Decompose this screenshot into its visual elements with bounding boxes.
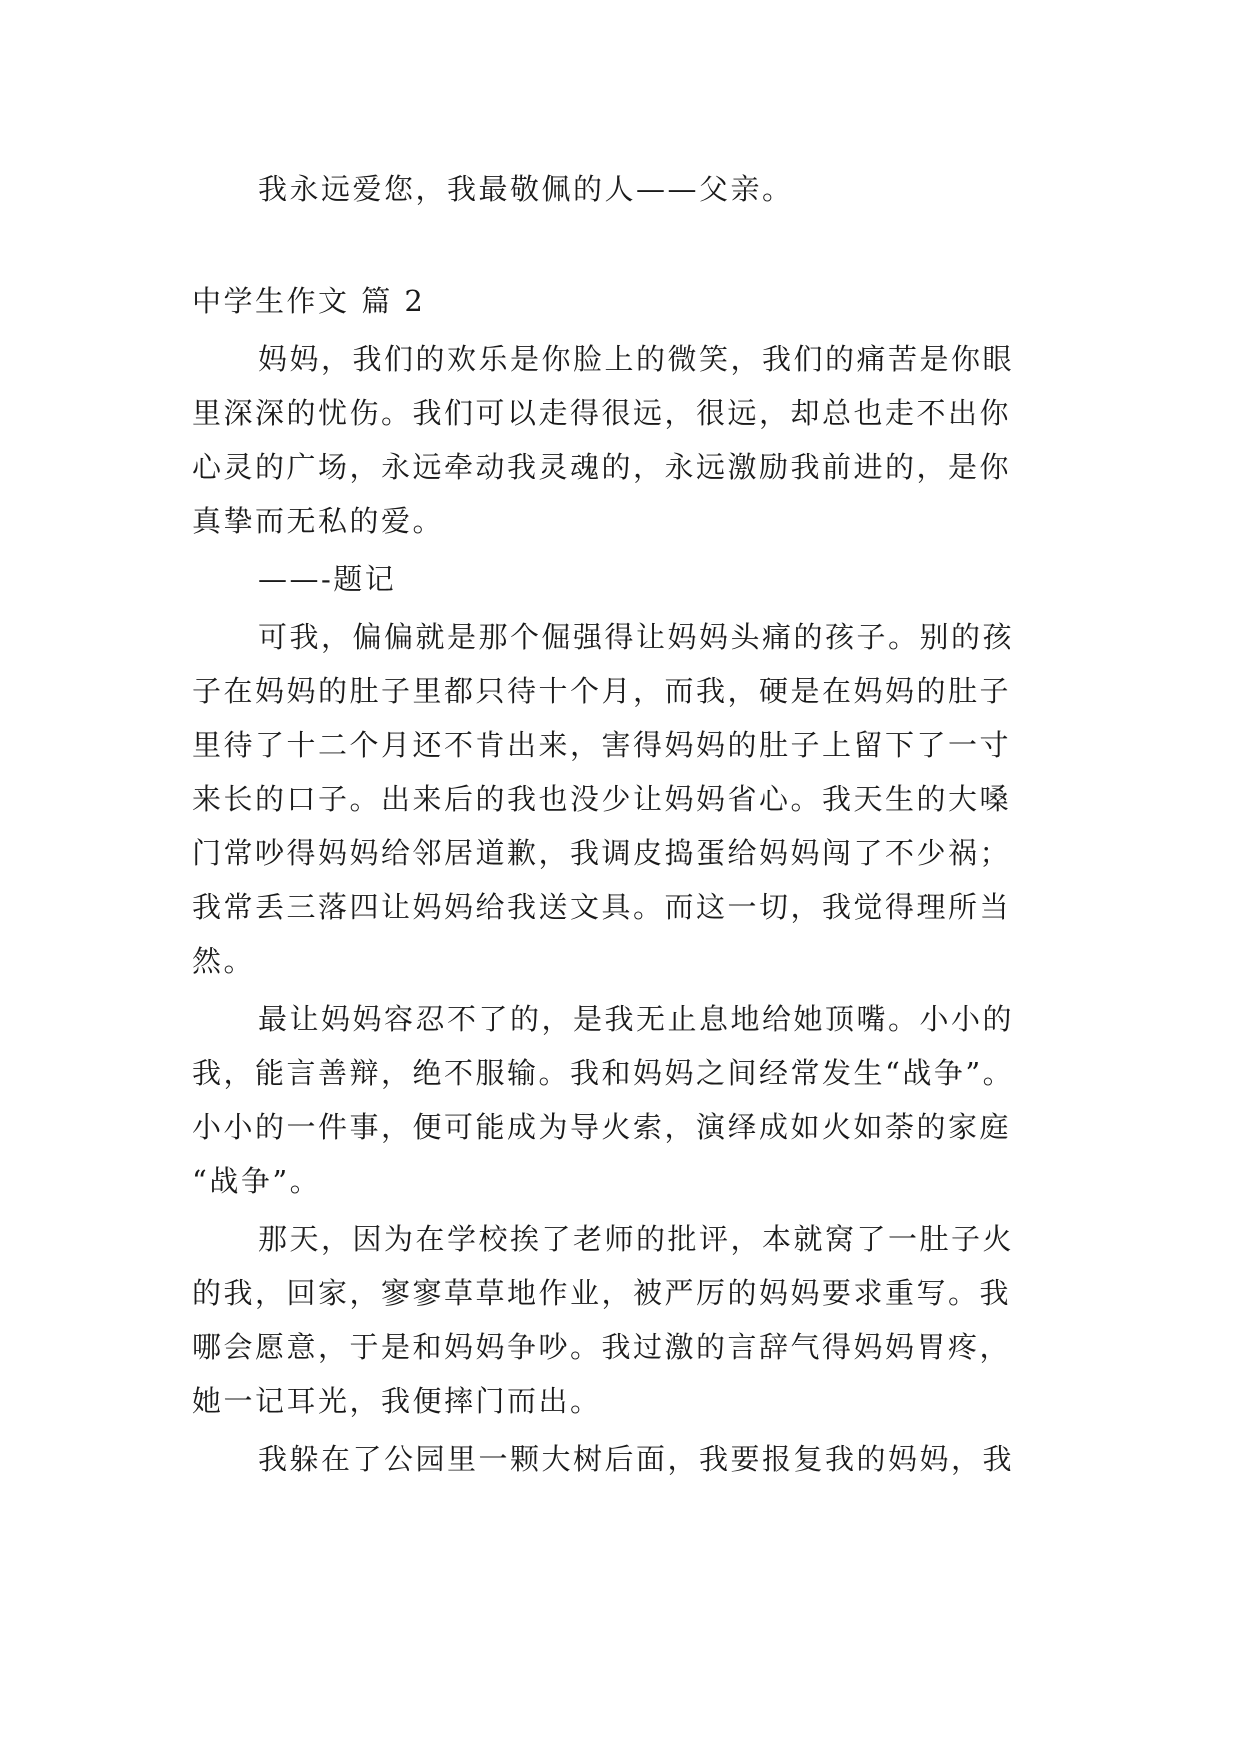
document-body xyxy=(192,162,1052,1486)
paragraph-line: 那天，因为在学校挨了老师的批评，本就窝了一肚子火 xyxy=(258,1222,1015,1256)
paragraph-foreword xyxy=(192,332,1052,548)
paragraph-talking-back xyxy=(192,992,1052,1208)
paragraph-line: 门常吵得妈妈给邻居道歉，我调皮捣蛋给妈妈闯了不少祸； xyxy=(192,836,1012,870)
paragraph-line: 我躲在了公园里一颗大树后面，我要报复我的妈妈，我 xyxy=(258,1442,1015,1476)
paragraph-line: 然。 xyxy=(192,944,256,978)
paragraph-stubborn-child xyxy=(192,610,1052,988)
paragraph-line: 可我，偏偏就是那个倔强得让妈妈头痛的孩子。别的孩 xyxy=(258,620,1015,654)
paragraph-line: 我常丢三落四让妈妈给我送文具。而这一切，我觉得理所当 xyxy=(192,890,1012,924)
paragraph-line: 心灵的广场，永远牵动我灵魂的，永远激励我前进的，是你 xyxy=(192,450,1012,484)
paragraph-line: 妈妈，我们的欢乐是你脸上的微笑，我们的痛苦是你眼 xyxy=(258,342,1015,376)
paragraph-line: 她一记耳光，我便摔门而出。 xyxy=(192,1384,602,1418)
paragraph-line: “战争”。 xyxy=(192,1164,322,1198)
paragraph-line: 来长的口子。出来后的我也没少让妈妈省心。我天生的大嗓 xyxy=(192,782,1012,816)
paragraph-line: 里深深的忧伤。我们可以走得很远，很远，却总也走不出你 xyxy=(192,396,1012,430)
inscription-line: ——-题记 xyxy=(258,562,397,596)
paragraph-line: 我，能言善辩，绝不服输。我和妈妈之间经常发生“战争”。 xyxy=(192,1056,1015,1090)
paragraph-that-day xyxy=(192,1212,1052,1428)
section-title: 中学生作文 篇 2 xyxy=(192,284,426,318)
paragraph-line: 最让妈妈容忍不了的，是我无止息地给她顶嘴。小小的 xyxy=(258,1002,1015,1036)
paragraph-line: 子在妈妈的肚子里都只待十个月，而我，硬是在妈妈的肚子 xyxy=(192,674,1012,708)
paragraph-line: 真挚而无私的爱。 xyxy=(192,504,445,538)
paragraph-line: 哪会愿意，于是和妈妈争吵。我过激的言辞气得妈妈胃疼， xyxy=(192,1330,1012,1364)
paragraph-line: 小小的一件事，便可能成为导火索，演绎成如火如荼的家庭 xyxy=(192,1110,1012,1144)
closing-line: 我永远爱您，我最敬佩的人——父亲。 xyxy=(258,172,794,206)
paragraph-line: 的我，回家，寥寥草草地作业，被严厉的妈妈要求重写。我 xyxy=(192,1276,1012,1310)
paragraph-line: 里待了十二个月还不肯出来，害得妈妈的肚子上留下了一寸 xyxy=(192,728,1012,762)
paragraph-inscription xyxy=(192,552,1052,606)
paragraph-park xyxy=(192,1432,1052,1486)
